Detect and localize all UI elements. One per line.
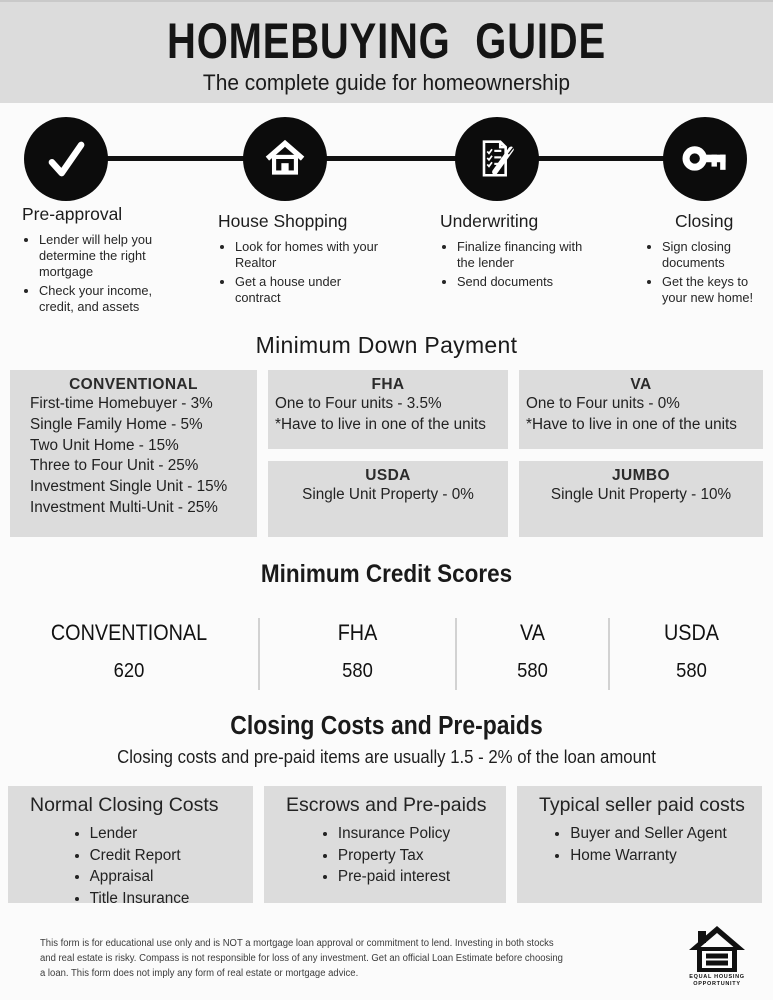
timeline-node-house-shopping <box>243 117 327 201</box>
down-payment-box-jumbo <box>519 461 763 537</box>
down-payment-line: Three to Four Unit - 25% <box>30 457 199 475</box>
box-bullet: • Title Insurance <box>90 888 190 910</box>
credit-scores-heading: Minimum Credit Scores <box>260 560 513 588</box>
step-bullets <box>22 232 174 316</box>
credit-score-column-va <box>455 618 608 690</box>
timeline-step-closing <box>645 211 773 309</box>
down-payment-heading: Minimum Down Payment <box>255 332 518 358</box>
check-icon <box>40 133 92 185</box>
step-bullet: • Look for homes with your Realtor <box>235 239 380 271</box>
credit-score-label: USDA <box>663 620 720 645</box>
step-bullet: • Lender will help you determine the right mortgage <box>39 232 174 280</box>
box-bullet: • Property Tax <box>338 845 450 867</box>
house-icon <box>260 134 310 184</box>
credit-score-value: 620 <box>113 660 145 682</box>
equal-housing-opportunity-logo <box>686 926 748 988</box>
timeline-step-preapproval <box>22 204 174 319</box>
box-title: JUMBO <box>612 467 670 484</box>
down-payment-line: Single Family Home - 5% <box>30 415 203 433</box>
closing-costs-box-escrows <box>264 786 506 903</box>
down-payment-box-fha <box>268 370 508 449</box>
box-bullets <box>320 823 450 888</box>
step-bullets <box>645 239 773 306</box>
box-bullet: • Home Warranty <box>570 845 726 867</box>
page-title: HOMEBUYING GUIDE <box>167 13 606 69</box>
step-title: Pre-approval <box>22 204 123 224</box>
down-payment-line: One to Four units - 3.5% <box>275 395 442 412</box>
equal-housing-caption-line2: OPPORTUNITY <box>693 981 741 988</box>
down-payment-line: Investment Multi-Unit - 25% <box>30 498 218 516</box>
box-bullet: • Pre-paid interest <box>338 866 450 888</box>
down-payment-line: One to Four units - 0% <box>526 395 680 412</box>
credit-score-label: CONVENTIONAL <box>50 620 208 645</box>
down-payment-box-conventional <box>10 370 257 537</box>
step-bullet: • Check your income, credit, and assets <box>39 283 174 315</box>
box-bullet: • Appraisal <box>90 866 190 888</box>
disclaimer-text: This form is for educational use only and is NOT a mortgage loan approval or commitment to lend. Investing in both stocks and real estate is risky. Compass is not responsible for loss of any investment. Get an official Loan Estimate before choosing a loan. This form does not imply any form of real estate or mortgage advice. <box>40 938 563 979</box>
timeline <box>0 101 773 332</box>
down-payment-line: Two Unit Home - 15% <box>30 436 179 454</box>
box-bullet: • Credit Report <box>90 845 190 867</box>
credit-score-column-fha <box>258 618 455 690</box>
closing-costs-grid <box>8 786 762 908</box>
closing-costs-box-normal <box>8 786 253 908</box>
box-title: Normal Closing Costs <box>30 794 219 816</box>
closing-costs-subtitle: Closing costs and pre-paid items are usually 1.5 - 2% of the loan amount <box>117 747 656 767</box>
down-payment-box-usda <box>268 461 508 537</box>
timeline-node-preapproval <box>24 117 108 201</box>
timeline-step-underwriting <box>440 211 588 293</box>
closing-costs-section <box>0 712 773 908</box>
step-bullet: • Finalize financing with the lender <box>457 239 588 271</box>
equal-housing-caption-line1: EQUAL HOUSING <box>689 974 745 980</box>
equal-housing-house-icon <box>686 926 748 974</box>
timeline-node-underwriting <box>455 117 539 201</box>
box-title: Typical seller paid costs <box>539 794 745 816</box>
box-title: VA <box>630 376 652 393</box>
down-payment-grid <box>10 370 763 537</box>
step-bullet: • Sign closing documents <box>662 239 773 271</box>
key-icon <box>679 133 731 185</box>
step-bullet: • Get a house under contract <box>235 274 380 306</box>
credit-score-column-usda <box>608 618 773 690</box>
credit-score-label: VA <box>520 620 545 645</box>
box-bullet: • Buyer and Seller Agent <box>570 823 726 845</box>
step-bullet: • Send documents <box>457 274 588 290</box>
step-title: Closing <box>675 211 734 231</box>
document-pencil-icon <box>471 133 523 185</box>
credit-score-value: 580 <box>342 660 373 682</box>
box-bullet: • Insurance Policy <box>338 823 450 845</box>
page-subtitle: The complete guide for homeownership <box>202 70 571 95</box>
header <box>0 0 773 103</box>
credit-scores-table <box>0 618 773 690</box>
credit-score-label: FHA <box>337 620 378 645</box>
timeline-node-closing <box>663 117 747 201</box>
down-payment-section <box>0 332 773 516</box>
credit-score-value: 580 <box>676 660 707 682</box>
step-bullet: • Get the keys to your new home! <box>662 274 773 306</box>
down-payment-line: Single Unit Property - 10% <box>550 486 732 503</box>
down-payment-line: First-time Homebuyer - 3% <box>30 395 213 412</box>
credit-score-column-conventional <box>0 618 258 690</box>
down-payment-line: Investment Single Unit - 15% <box>30 478 228 496</box>
credit-scores-section <box>0 560 773 682</box>
step-bullets <box>218 239 380 306</box>
timeline-step-house-shopping <box>218 211 380 309</box>
down-payment-line: Single Unit Property - 0% <box>302 486 474 503</box>
box-bullet: • Lender <box>90 823 190 845</box>
closing-costs-box-seller-paid <box>517 786 762 903</box>
step-title: Underwriting <box>440 211 539 231</box>
closing-costs-heading: Closing Costs and Pre-paids <box>230 712 543 740</box>
box-title: USDA <box>365 467 411 484</box>
box-title: CONVENTIONAL <box>69 376 198 393</box>
box-title: FHA <box>371 376 405 393</box>
down-payment-box-va <box>519 370 763 449</box>
down-payment-line: *Have to live in one of the units <box>526 415 737 433</box>
step-title: House Shopping <box>218 211 348 231</box>
credit-score-value: 580 <box>517 660 548 682</box>
box-title: Escrows and Pre-paids <box>286 794 487 816</box>
down-payment-line: *Have to live in one of the units <box>275 415 486 433</box>
timeline-connector-line <box>66 156 706 161</box>
step-bullets <box>440 239 588 290</box>
box-bullets <box>72 823 190 910</box>
box-bullets <box>552 823 726 866</box>
footer <box>0 920 773 1000</box>
